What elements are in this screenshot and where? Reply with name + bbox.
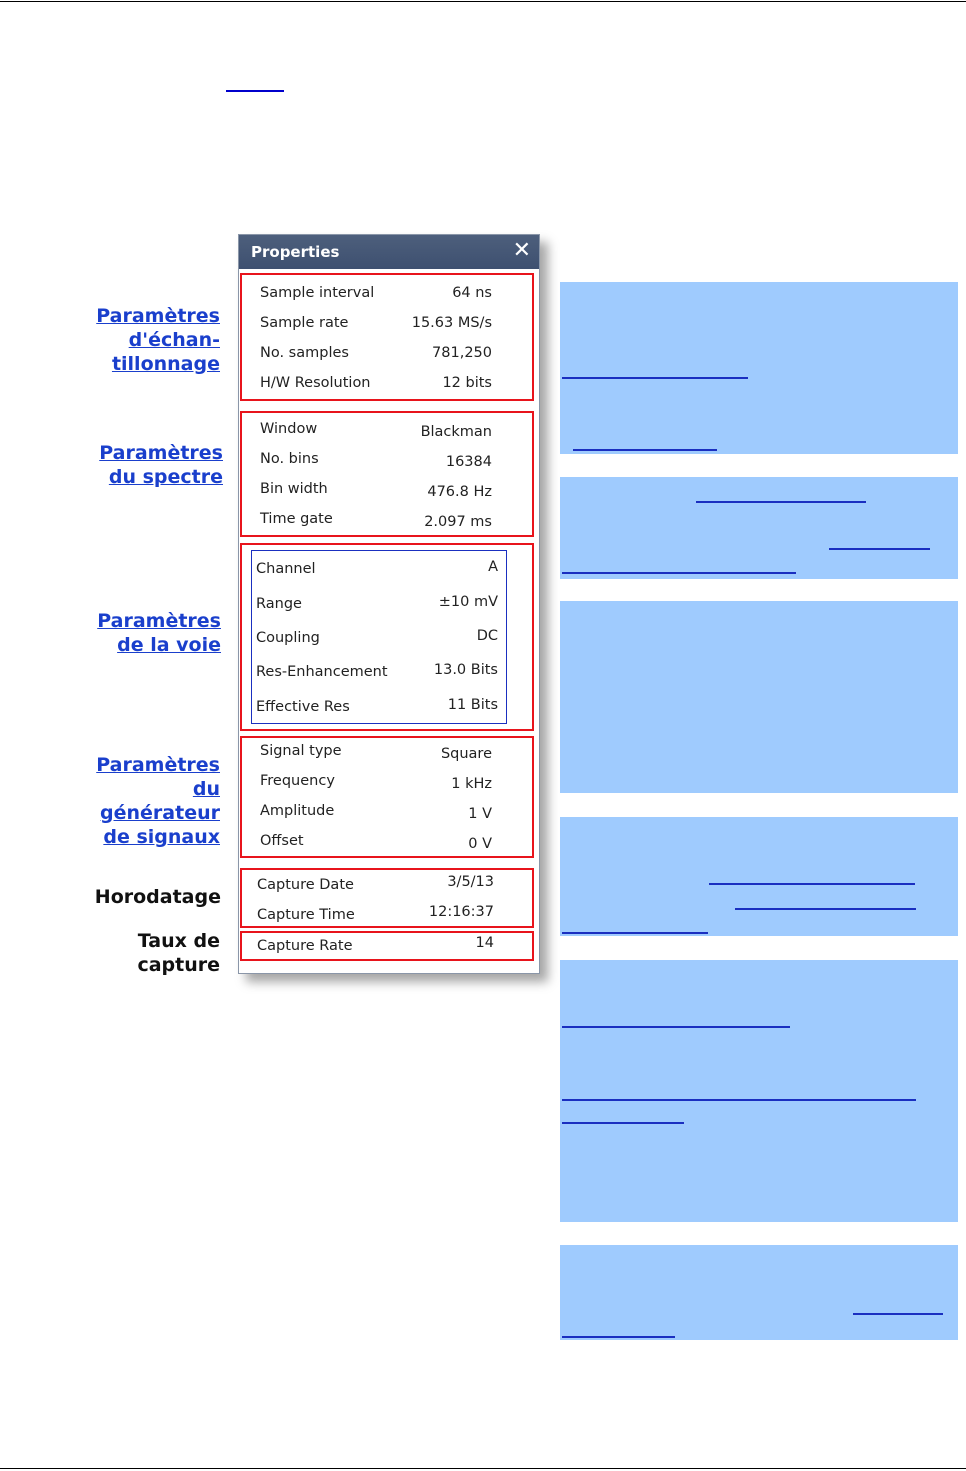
channel-inner-box (251, 550, 507, 724)
property-key: Offset (260, 833, 304, 849)
label-spectrum-params[interactable]: Paramètres du spectre (99, 442, 223, 488)
property-key: Capture Time (257, 907, 355, 923)
note-link[interactable] (696, 501, 866, 503)
property-value: 0 V (468, 836, 492, 852)
group-generator (240, 736, 534, 858)
group-capture-rate (240, 931, 534, 961)
note-link[interactable] (853, 1313, 943, 1315)
note-block-capture-rate (560, 1245, 958, 1340)
property-key: Frequency (260, 773, 335, 789)
property-key: Res-Enhancement (256, 664, 388, 680)
property-value: 1 kHz (451, 776, 492, 792)
property-value: Blackman (420, 424, 492, 440)
note-block-timestamp (560, 960, 958, 1222)
property-value: 16384 (445, 454, 492, 470)
group-spectrum (240, 411, 534, 537)
group-channel (240, 543, 534, 731)
property-value: DC (476, 628, 498, 644)
property-value: 12 bits (442, 375, 492, 391)
property-value: 12:16:37 (428, 904, 494, 920)
property-key: H/W Resolution (260, 375, 371, 391)
close-icon[interactable]: ✕ (512, 238, 531, 263)
property-key: Bin width (260, 481, 328, 497)
note-link[interactable] (562, 1336, 675, 1338)
panel-titlebar (239, 235, 539, 269)
property-value: ±10 mV (438, 594, 498, 610)
properties-panel (238, 234, 540, 974)
property-key: No. bins (260, 451, 319, 467)
property-value: 11 Bits (447, 697, 498, 713)
group-timestamp (240, 868, 534, 928)
property-value: 13.0 Bits (433, 662, 498, 678)
property-key: Window (260, 421, 318, 437)
property-key: Coupling (256, 630, 320, 646)
header-rule (0, 1, 966, 2)
label-capture-rate: Taux de capture (137, 930, 220, 976)
property-value: 3/5/13 (447, 874, 494, 890)
property-value: 1 V (468, 806, 492, 822)
property-value: Square (440, 746, 492, 762)
note-block-sampling (560, 282, 958, 454)
property-key: Capture Date (257, 877, 354, 893)
property-key: Range (256, 596, 302, 612)
note-link[interactable] (829, 548, 930, 550)
footer-rule (0, 1468, 966, 1469)
panel-title: Properties (251, 243, 340, 261)
note-link[interactable] (573, 449, 717, 451)
note-link[interactable] (709, 883, 915, 885)
note-block-channel (560, 601, 958, 793)
property-key: Time gate (260, 511, 333, 527)
property-key: Sample interval (260, 285, 375, 301)
note-link[interactable] (562, 1122, 684, 1124)
label-timestamp: Horodatage (94, 886, 221, 908)
note-link[interactable] (562, 1026, 790, 1028)
note-block-generator (560, 817, 958, 936)
property-value: 64 ns (452, 285, 492, 301)
label-generator-params[interactable]: Paramètres du générateur de signaux (96, 754, 220, 848)
property-value: 15.63 MS/s (411, 315, 492, 331)
note-link[interactable] (562, 1099, 916, 1101)
header-link-underline[interactable] (226, 90, 284, 92)
note-link[interactable] (735, 908, 916, 910)
note-block-spectrum (560, 477, 958, 579)
label-channel-params[interactable]: Paramètres de la voie (97, 610, 221, 656)
property-key: Channel (256, 561, 316, 577)
label-sampling-params[interactable]: Paramètres d'échan- tillonnage (96, 305, 220, 375)
property-value: A (488, 559, 498, 575)
note-link[interactable] (562, 572, 796, 574)
property-value: 14 (475, 935, 494, 951)
property-key: Sample rate (260, 315, 349, 331)
property-key: No. samples (260, 345, 349, 361)
property-value: 2.097 ms (424, 514, 492, 530)
property-key: Effective Res (256, 699, 350, 715)
property-key: Amplitude (260, 803, 335, 819)
property-value: 476.8 Hz (427, 484, 492, 500)
property-key: Signal type (260, 743, 342, 759)
note-link[interactable] (562, 932, 708, 934)
group-sampling (240, 273, 534, 401)
property-value: 781,250 (432, 345, 492, 361)
note-link[interactable] (562, 377, 748, 379)
property-key: Capture Rate (257, 938, 353, 954)
